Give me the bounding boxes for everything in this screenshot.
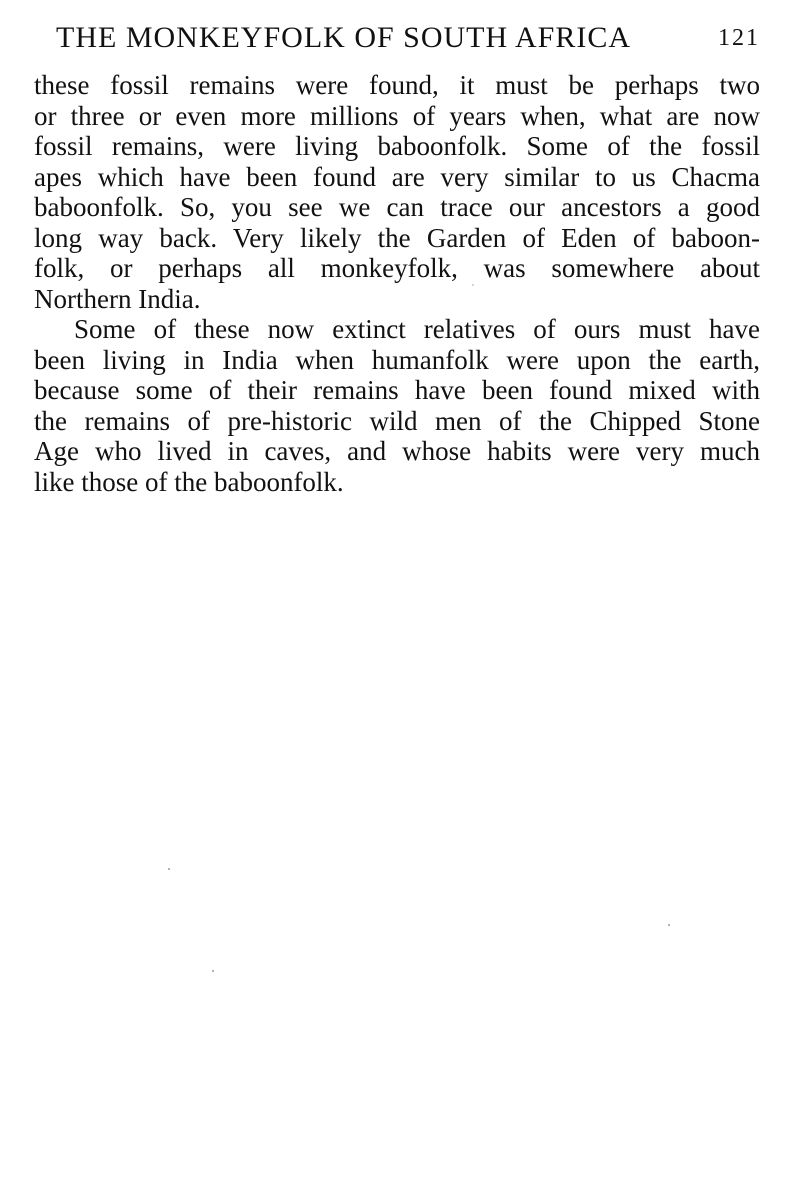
paper-speck (668, 924, 670, 926)
text-line: Northern India. (34, 283, 201, 314)
text-line: like those of the baboonfolk. (34, 466, 344, 497)
running-head (34, 18, 760, 58)
text-line: fossil remains, were living baboonfolk. Some of the fossil (34, 131, 760, 161)
paper-speck (168, 868, 170, 870)
text-line: long way back. Very likely the Garden of Eden of baboon- (34, 222, 760, 253)
paper-speck (212, 970, 214, 972)
text-line: because some of their remains have been found mixed with (34, 375, 760, 405)
paragraph (34, 314, 760, 497)
paper-speck (472, 284, 474, 286)
text-line: baboonfolk. So, you see we can trace our ancestors a good (34, 192, 760, 222)
text-line: apes which have been found are very similar to us Chacma (34, 161, 760, 192)
text-line: these fossil remains were found, it must be perhaps two (34, 70, 760, 100)
body-text (34, 70, 760, 497)
text-line: Age who lived in caves, and whose habits were very much (34, 436, 760, 466)
text-line: the remains of pre-historic wild men of the Chipped Stone (34, 405, 760, 436)
paragraph (34, 70, 760, 314)
running-title: THE MONKEYFOLK OF SOUTH AFRICA (56, 21, 632, 54)
text-line: Some of these now extinct relatives of ours must have (74, 314, 760, 344)
page-number: 121 (718, 25, 760, 51)
text-line: folk, or perhaps all monkeyfolk, was somewhere about (34, 253, 760, 283)
text-line: or three or even more millions of years when, what are now (34, 100, 760, 131)
text-line: been living in India when humanfolk were upon the earth, (34, 344, 760, 375)
